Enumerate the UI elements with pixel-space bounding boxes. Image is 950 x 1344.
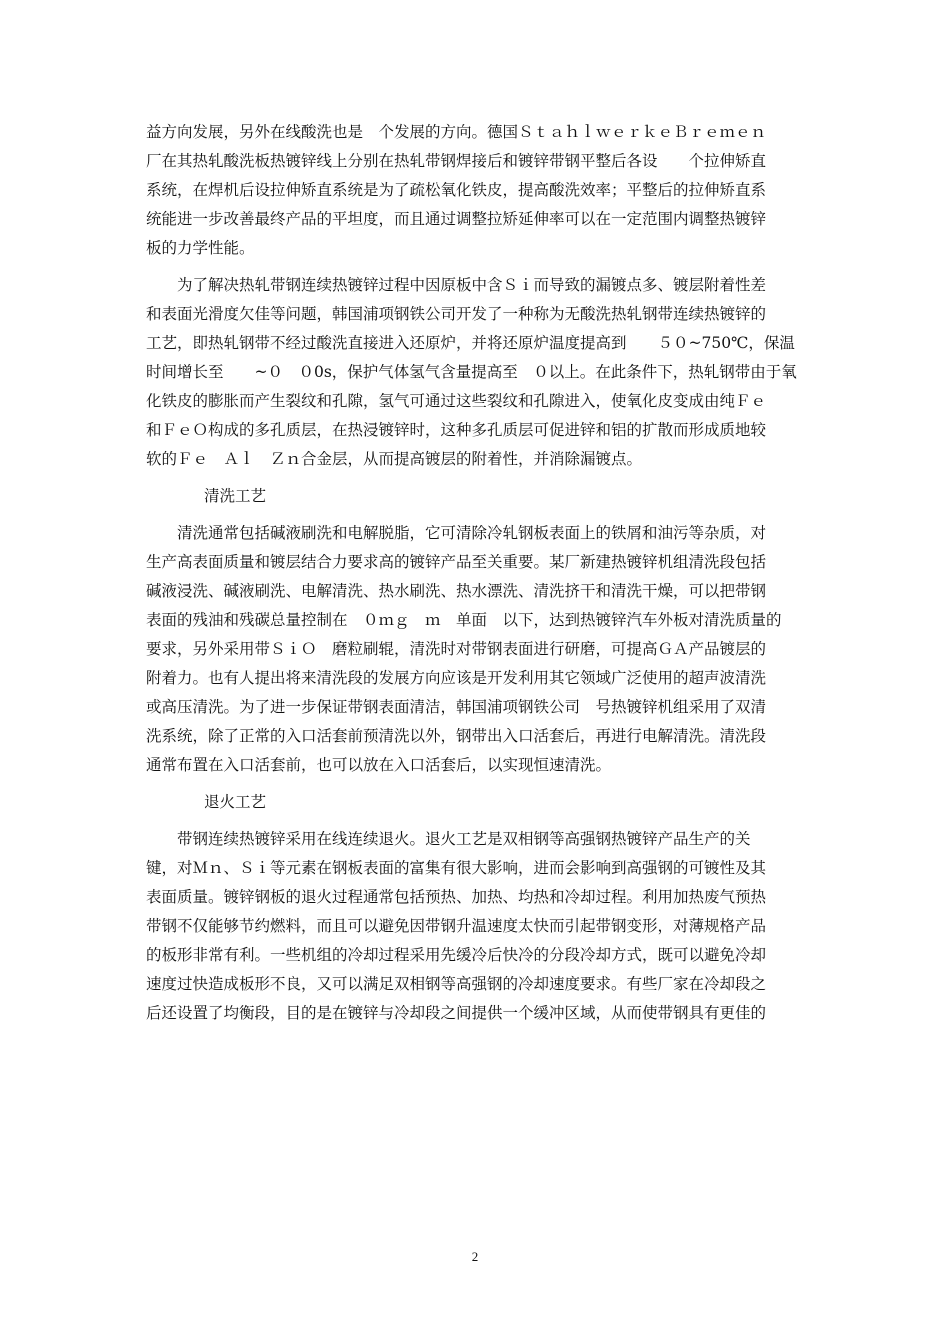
text-line: 附着力。也有人提出将来清洗段的发展方向应该是开发利用其它领域广泛使用的超声波清洗 xyxy=(146,669,767,687)
paragraph xyxy=(146,825,806,1028)
paragraph xyxy=(146,118,806,263)
text-line: 带钢不仅能够节约燃料，而且可以避免因带钢升温速度太快而引起带钢变形，对薄规格产品 xyxy=(146,917,767,935)
text-line: 的板形非常有利。一些机组的冷却过程采用先缓冷后快冷的分段冷却方式，既可以避免冷却 xyxy=(146,946,767,964)
text-line: 益方向发展，另外在线酸洗也是 个发展的方向。德国ＳｔａｈｌｗｅｒｋｅＢｒｅｍｅｎ xyxy=(146,123,767,141)
text-line: 速度过快造成板形不良，又可以满足双相钢等高强钢的冷却速度要求。有些厂家在冷却段之 xyxy=(146,975,767,993)
text-line: 生产高表面质量和镀层结合力要求高的镀锌产品至关重要。某厂新建热镀锌机组清洗段包括 xyxy=(146,553,767,571)
paragraph xyxy=(146,519,806,780)
text-line: 软的Ｆｅ Ａｌ Ｚｎ合金层，从而提高镀层的附着性，并消除漏镀点。 xyxy=(146,450,643,468)
text-line: 带钢连续热镀锌采用在线连续退火。退火工艺是双相钢等高强钢热镀锌产品生产的关 xyxy=(177,830,751,848)
text-line: 或高压清洗。为了进一步保证带钢表面清洁，韩国浦项钢铁公司 号热镀锌机组采用了双清 xyxy=(146,698,767,716)
text-line: 碱液浸洗、碱液刷洗、电解清洗、热水刷洗、热水漂洗、清洗挤干和清洗干燥，可以把带钢 xyxy=(146,582,767,600)
paragraph xyxy=(146,271,806,474)
page-number: 2 xyxy=(471,1249,479,1264)
text-line: 和ＦｅＯ构成的多孔质层，在热浸镀锌时，这种多孔质层可促进锌和铝的扩散而形成质地较 xyxy=(146,421,767,439)
body-text xyxy=(146,118,806,1028)
text-line: 要求，另外采用带ＳｉＯ 磨粒刷辊，清洗时对带钢表面进行研磨，可提高ＧＡ产品镀层的 xyxy=(146,640,767,658)
text-line: 为了解决热轧带钢连续热镀锌过程中因原板中含Ｓｉ而导致的漏镀点多、镀层附着性差 xyxy=(177,276,767,294)
text-line: 清洗通常包括碱液刷洗和电解脱脂，它可清除冷轧钢板表面上的铁屑和油污等杂质，对 xyxy=(177,524,767,542)
text-line: 统能进一步改善最终产品的平坦度，而且通过调整拉矫延伸率可以在一定范围内调整热镀锌 xyxy=(146,210,767,228)
text-line: 工艺，即热轧钢带不经过酸洗直接进入还原炉，并将还原炉温度提高到 ５０~750℃，保温 xyxy=(146,334,795,352)
section-heading: 退火工艺 xyxy=(204,793,267,811)
text-line: 洗系统，除了正常的入口活套前预清洗以外，钢带出入口活套后，再进行电解清洗。清洗段 xyxy=(146,727,767,745)
section-heading: 清洗工艺 xyxy=(204,487,267,505)
text-line: 表面的残油和残碳总量控制在 ０ｍｇ ｍ 单面 以下，达到热镀锌汽车外板对清洗质量的 xyxy=(146,611,782,629)
text-line: 厂在其热轧酸洗板热镀锌线上分别在热轧带钢焊接后和镀锌带钢平整后各设 个拉伸矫直 xyxy=(146,152,767,170)
text-line: 表面质量。镀锌钢板的退火过程通常包括预热、加热、均热和冷却过程。利用加热废气预热 xyxy=(146,888,767,906)
text-line: 键，对Ｍｎ、Ｓｉ等元素在钢板表面的富集有很大影响，进而会影响到高强钢的可镀性及其 xyxy=(146,859,767,877)
text-line: 和表面光滑度欠佳等问题，韩国浦项钢铁公司开发了一种称为无酸洗热轧钢带连续热镀锌的 xyxy=(146,305,767,323)
text-line: 时间增长至 ~０ ０0s，保护气体氢气含量提高至 ０以上。在此条件下，热轧钢带由于氧 xyxy=(146,363,797,381)
text-line: 板的力学性能。 xyxy=(146,239,255,257)
text-line: 化铁皮的膨胀而产生裂纹和孔隙，氢气可通过这些裂纹和孔隙进入，使氧化皮变成由纯Ｆｅ xyxy=(146,392,767,410)
text-line: 通常布置在入口活套前，也可以放在入口活套后，以实现恒速清洗。 xyxy=(146,756,612,774)
text-line: 后还设置了均衡段，目的是在镀锌与冷却段之间提供一个缓冲区域，从而使带钢具有更佳的 xyxy=(146,1004,767,1022)
text-line: 系统，在焊机后设拉伸矫直系统是为了疏松氧化铁皮，提高酸洗效率；平整后的拉伸矫直系 xyxy=(146,181,767,199)
